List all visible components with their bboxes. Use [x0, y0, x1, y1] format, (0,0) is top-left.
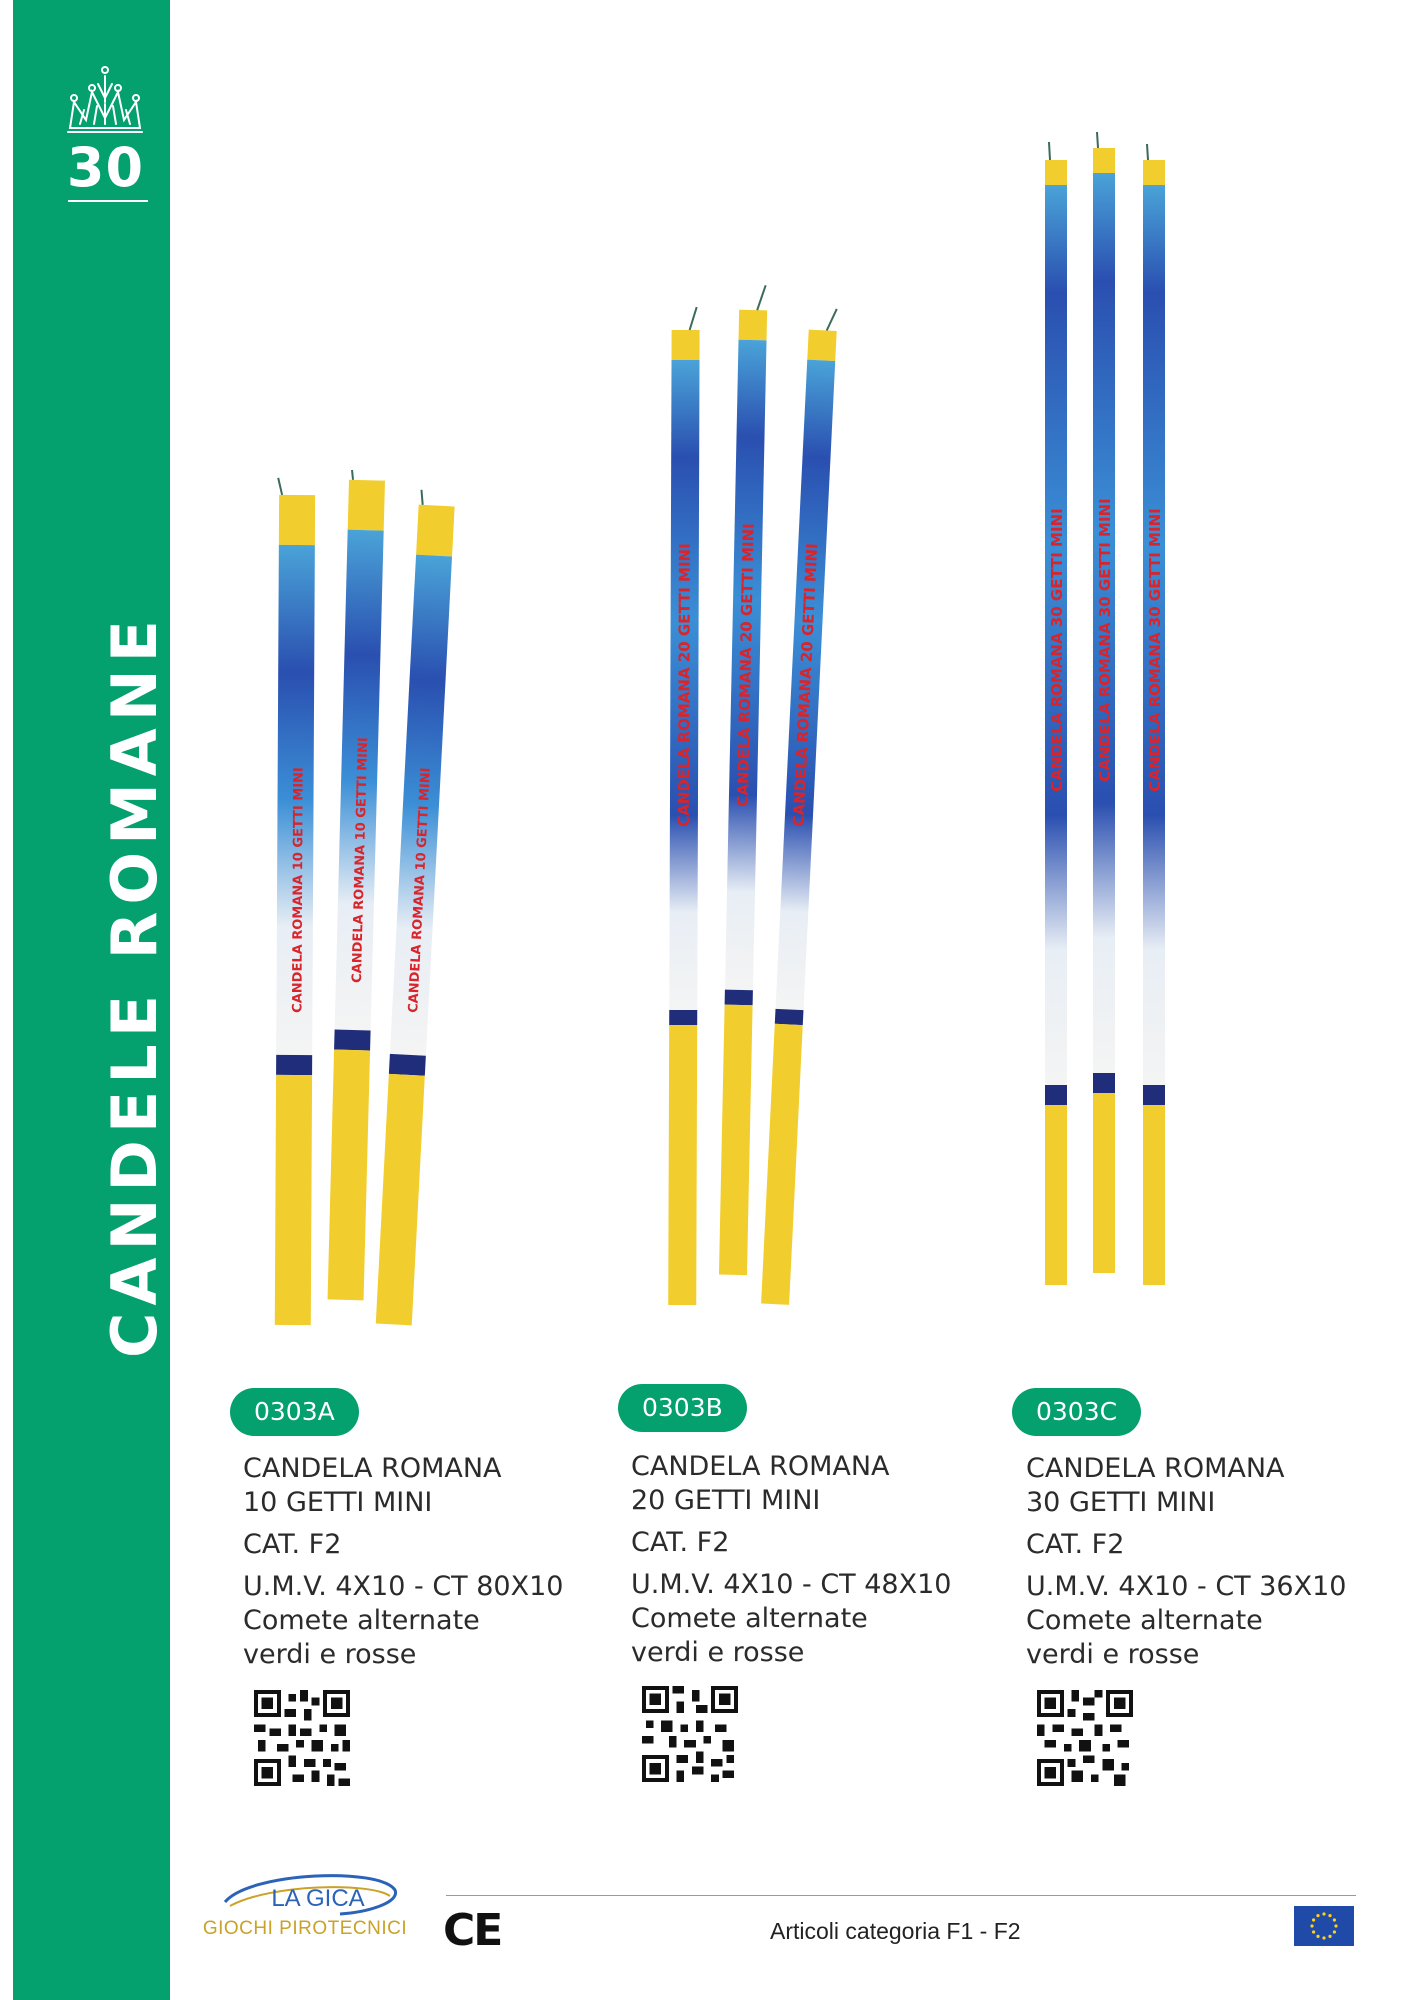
product-packaging: U.M.V. 4X10 - CT 80X10: [243, 1571, 564, 1602]
product-info-0303a: [243, 1452, 603, 1672]
product-image-0303c: [1035, 130, 1185, 1300]
footer-divider: [446, 1895, 1356, 1896]
product-name-line1: CANDELA ROMANA: [631, 1451, 890, 1482]
crown-icon: [60, 62, 150, 142]
product-description-line2: verdi e rosse: [1026, 1639, 1200, 1670]
ce-mark: CE: [443, 1905, 502, 1956]
footer-category-text: Articoli categoria F1 - F2: [770, 1918, 1021, 1944]
product-name-line2: 30 GETTI MINI: [1026, 1487, 1216, 1518]
product-info-0303b: [631, 1450, 991, 1670]
product-description-line2: verdi e rosse: [243, 1639, 417, 1670]
product-code-badge: 0303B: [618, 1384, 747, 1432]
product-name-line1: CANDELA ROMANA: [1026, 1453, 1285, 1484]
product-info-0303c: [1026, 1452, 1386, 1672]
product-description-line1: Comete alternate: [243, 1605, 480, 1636]
product-description-line1: Comete alternate: [1026, 1605, 1263, 1636]
product-packaging: U.M.V. 4X10 - CT 48X10: [631, 1569, 952, 1600]
logo-name: LA GICA: [271, 1885, 365, 1912]
product-description-line2: verdi e rosse: [631, 1637, 805, 1668]
sidebar: [13, 0, 170, 2000]
product-packaging: U.M.V. 4X10 - CT 36X10: [1026, 1571, 1347, 1602]
tube-label: CANDELA ROMANA 10 GETTI MINI: [349, 737, 372, 984]
tube-label: CANDELA ROMANA 30 GETTI MINI: [1096, 498, 1114, 782]
section-title: CANDELE ROMANE: [98, 612, 171, 1358]
eu-flag-icon: [1294, 1906, 1354, 1946]
product-code-badge: 0303C: [1012, 1388, 1141, 1436]
qr-code-icon[interactable]: [254, 1690, 350, 1786]
tube-label: CANDELA ROMANA 30 GETTI MINI: [1048, 508, 1066, 792]
tube-label: CANDELA ROMANA 20 GETTI MINI: [733, 523, 758, 807]
product-image-0303b: [655, 275, 875, 1330]
product-category: CAT. F2: [243, 1529, 342, 1560]
product-name-line2: 20 GETTI MINI: [631, 1485, 821, 1516]
tube-label: CANDELA ROMANA 10 GETTI MINI: [290, 767, 307, 1013]
logo-tagline: GIOCHI PIROTECNICI: [202, 1918, 408, 1939]
qr-code-icon[interactable]: [1037, 1690, 1133, 1786]
company-logo: [190, 1872, 420, 1942]
tube-label: CANDELA ROMANA 30 GETTI MINI: [1146, 508, 1164, 792]
tube-label: CANDELA ROMANA 20 GETTI MINI: [674, 543, 694, 827]
product-code-badge: 0303A: [230, 1388, 359, 1436]
product-name-line1: CANDELA ROMANA: [243, 1453, 502, 1484]
product-category: CAT. F2: [1026, 1529, 1125, 1560]
badge-underline: [68, 200, 148, 202]
tube-label: CANDELA ROMANA 20 GETTI MINI: [789, 542, 822, 827]
product-name-line2: 10 GETTI MINI: [243, 1487, 433, 1518]
product-image-0303a: [250, 470, 480, 1330]
tube-label: CANDELA ROMANA 10 GETTI MINI: [406, 767, 434, 1014]
anniversary-badge-number: 30: [66, 136, 145, 199]
qr-code-icon[interactable]: [642, 1686, 738, 1782]
product-description-line1: Comete alternate: [631, 1603, 868, 1634]
product-category: CAT. F2: [631, 1527, 730, 1558]
